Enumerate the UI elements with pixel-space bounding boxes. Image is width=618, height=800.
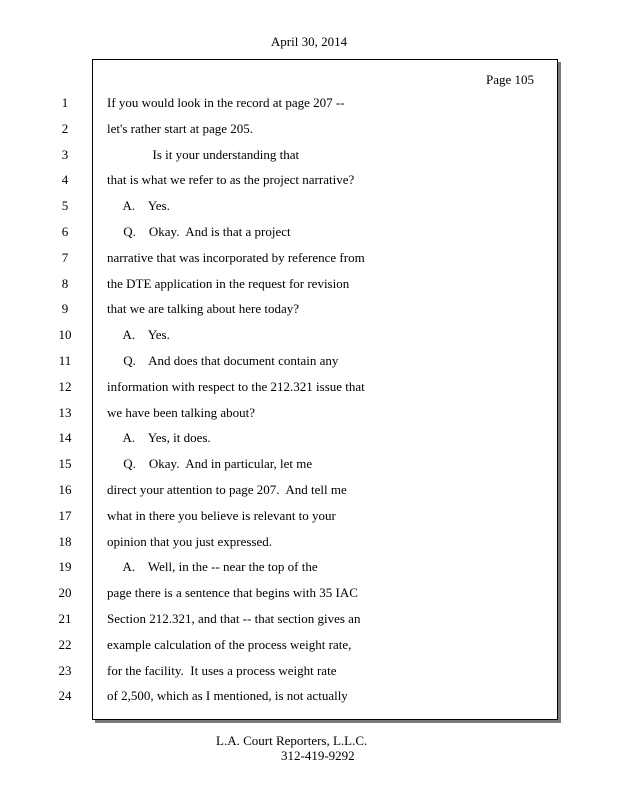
transcript-line bbox=[0, 224, 618, 250]
transcript-line bbox=[0, 405, 618, 431]
transcript-line bbox=[0, 534, 618, 560]
line-text: Section 212.321, and that -- that section gives an bbox=[107, 610, 361, 626]
line-number: 3 bbox=[61, 146, 69, 162]
line-number: 18 bbox=[58, 533, 72, 549]
line-text: Q. And does that document contain any bbox=[107, 352, 339, 368]
transcript-line bbox=[0, 559, 618, 585]
line-text: Q. Okay. And is that a project bbox=[107, 223, 291, 239]
transcript-date: April 30, 2014 bbox=[270, 34, 348, 49]
transcript-line bbox=[0, 379, 618, 405]
transcript-line bbox=[0, 121, 618, 147]
line-text: the DTE application in the request for revision bbox=[107, 275, 350, 291]
line-text: for the facility. It uses a process weight rate bbox=[107, 662, 337, 678]
line-number: 12 bbox=[58, 378, 72, 394]
transcript-line bbox=[0, 95, 618, 121]
transcript-line bbox=[0, 585, 618, 611]
line-text: opinion that you just expressed. bbox=[107, 533, 273, 549]
transcript-line bbox=[0, 353, 618, 379]
transcript-line bbox=[0, 301, 618, 327]
line-number: 2 bbox=[61, 120, 69, 136]
line-text: page there is a sentence that begins with 35 IAC bbox=[107, 585, 358, 601]
transcript-line bbox=[0, 637, 618, 663]
line-text: A. Yes. bbox=[107, 327, 170, 343]
line-text: information with respect to the 212.321 issue that bbox=[107, 378, 365, 394]
transcript-lines bbox=[0, 95, 618, 714]
transcript-line bbox=[0, 430, 618, 456]
transcript-line bbox=[0, 276, 618, 302]
transcript-line bbox=[0, 198, 618, 224]
line-text: A. Yes, it does. bbox=[107, 430, 211, 446]
transcript-line bbox=[0, 688, 618, 714]
line-text: what in there you believe is relevant to your bbox=[107, 507, 336, 523]
line-number: 15 bbox=[58, 456, 72, 472]
line-text: of 2,500, which as I mentioned, is not actually bbox=[107, 688, 348, 704]
line-text: A. Yes. bbox=[107, 198, 170, 214]
line-number: 23 bbox=[58, 662, 72, 678]
line-text: that we are talking about here today? bbox=[107, 301, 300, 317]
line-number: 10 bbox=[58, 327, 72, 343]
line-text: that is what we refer to as the project narrative? bbox=[107, 172, 355, 188]
line-number: 6 bbox=[61, 223, 69, 239]
line-text: let's rather start at page 205. bbox=[107, 120, 254, 136]
line-text: Q. Okay. And in particular, let me bbox=[107, 456, 313, 472]
line-number: 1 bbox=[61, 95, 69, 110]
line-text: direct your attention to page 207. And tell me bbox=[107, 481, 347, 497]
line-number: 11 bbox=[58, 352, 72, 368]
line-number: 17 bbox=[58, 507, 72, 523]
line-number: 22 bbox=[58, 636, 72, 652]
line-text: A. Well, in the -- near the top of the bbox=[107, 559, 318, 575]
line-number: 19 bbox=[58, 559, 72, 575]
line-number: 4 bbox=[61, 172, 69, 188]
line-number: 13 bbox=[58, 404, 72, 420]
line-text: we have been talking about? bbox=[107, 404, 255, 420]
transcript-line bbox=[0, 611, 618, 637]
line-number: 24 bbox=[58, 688, 72, 704]
line-number: 21 bbox=[58, 610, 72, 626]
transcript-line bbox=[0, 327, 618, 353]
court-reporter-phone: 312-419-9292 bbox=[281, 748, 355, 763]
transcript-line bbox=[0, 508, 618, 534]
line-number: 16 bbox=[58, 481, 72, 497]
court-reporter-firm: L.A. Court Reporters, L.L.C. bbox=[216, 733, 368, 748]
line-number: 7 bbox=[61, 249, 69, 265]
line-number: 8 bbox=[61, 275, 69, 291]
transcript-line bbox=[0, 482, 618, 508]
transcript-line bbox=[0, 172, 618, 198]
line-text: example calculation of the process weight rate, bbox=[107, 636, 352, 652]
line-text: narrative that was incorporated by reference from bbox=[107, 249, 365, 265]
line-number: 5 bbox=[61, 198, 69, 214]
line-number: 20 bbox=[58, 585, 72, 601]
line-number: 14 bbox=[58, 430, 72, 446]
page-number: Page 105 bbox=[486, 72, 535, 87]
transcript-line bbox=[0, 456, 618, 482]
line-text: Is it your understanding that bbox=[107, 146, 300, 162]
transcript-line bbox=[0, 147, 618, 173]
line-number: 9 bbox=[61, 301, 69, 317]
transcript-line bbox=[0, 663, 618, 689]
line-text: If you would look in the record at page 207 -- bbox=[107, 95, 345, 110]
transcript-line bbox=[0, 250, 618, 276]
